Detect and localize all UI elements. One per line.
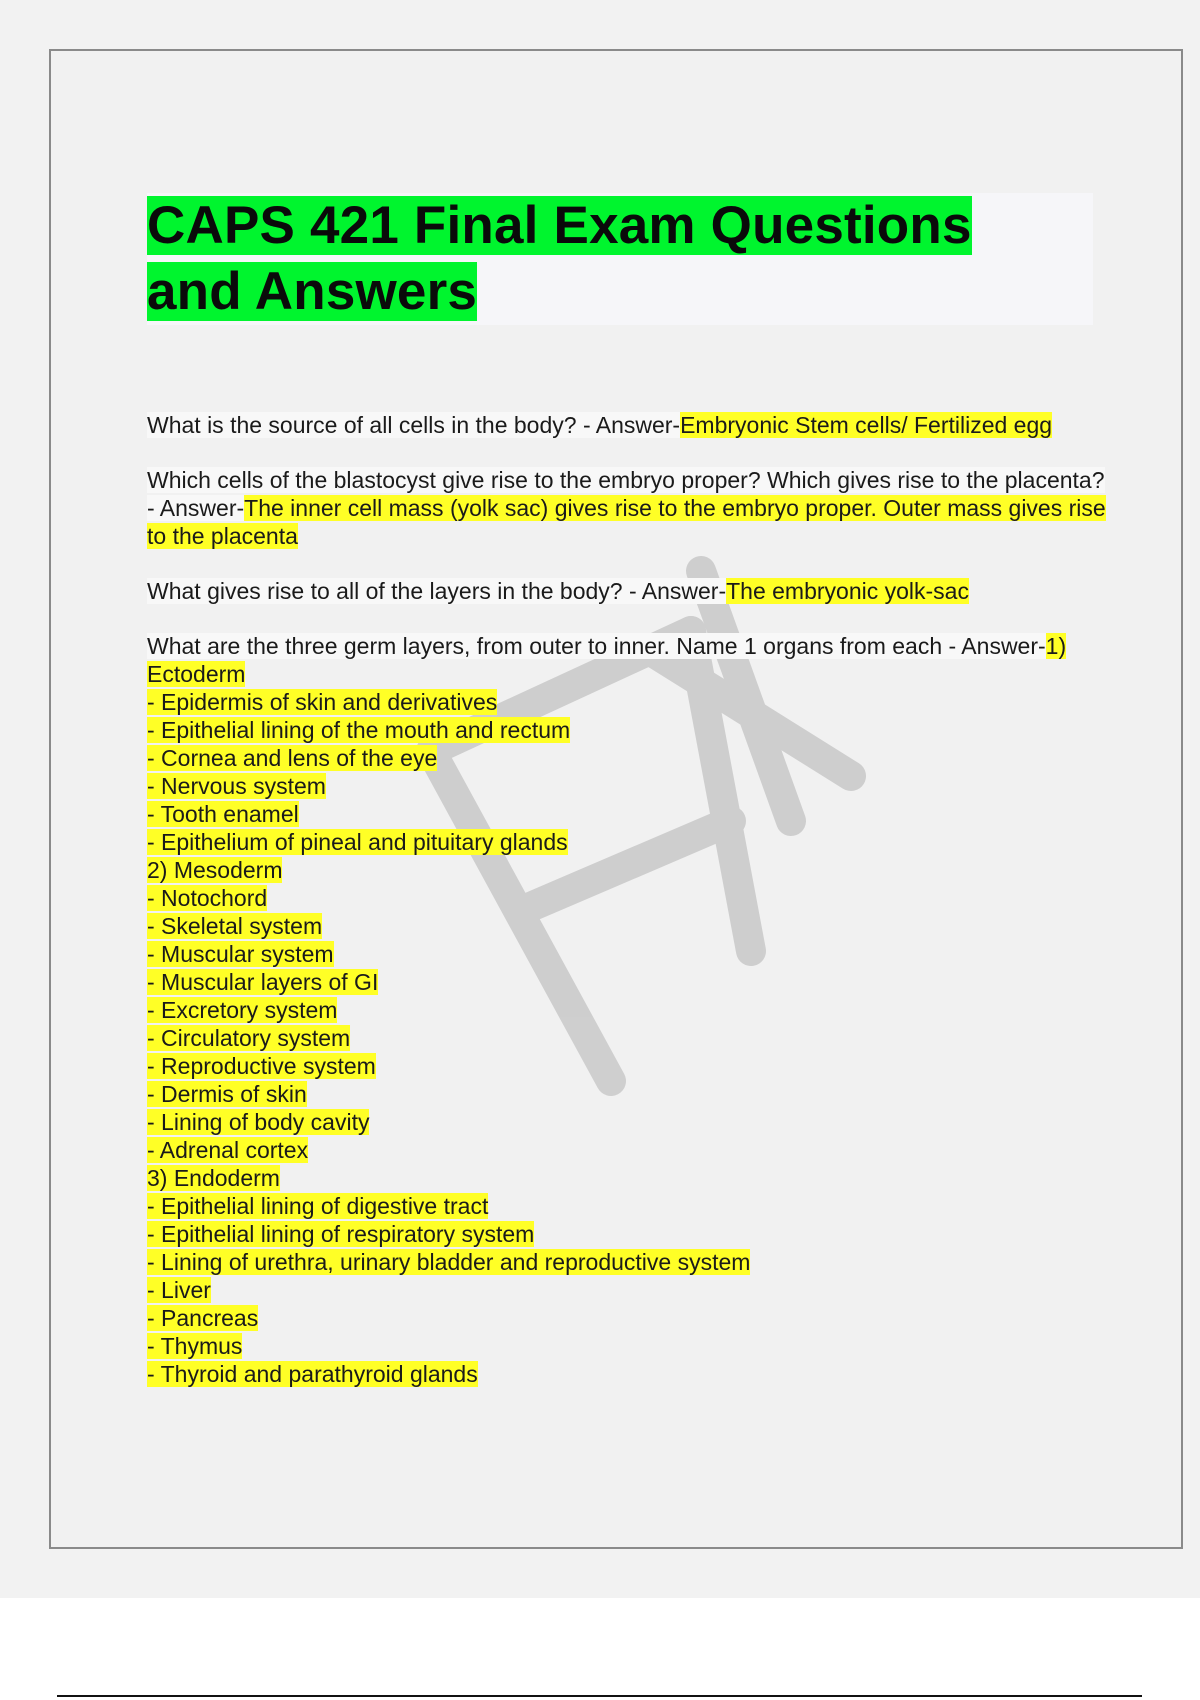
answer-line: - Muscular layers of GI — [147, 969, 379, 995]
answer-line: - Notochord — [147, 885, 268, 911]
qa-item-4 — [147, 632, 1107, 1388]
answer-line: - Excretory system — [147, 997, 338, 1023]
qa-content — [147, 411, 1107, 1415]
question-text: What is the source of all cells in the body? - Answer- — [147, 412, 681, 438]
answer-line: 3) Endoderm — [147, 1165, 280, 1191]
answer-line: - Epithelial lining of digestive tract — [147, 1193, 489, 1219]
page-footer-divider — [57, 1695, 1142, 1697]
answer-line: - Dermis of skin — [147, 1081, 307, 1107]
answer-line: - Cornea and lens of the eye — [147, 745, 438, 771]
title-line-1: CAPS 421 Final Exam Questions — [147, 196, 972, 255]
title-line-2: and Answers — [147, 262, 478, 321]
qa-item-1 — [147, 411, 1107, 439]
question-text: Which cells of the blastocyst give rise to the embryo proper? Which gives rise to the placenta? - Answer- — [147, 467, 1105, 521]
answer-line: - Adrenal cortex — [147, 1137, 309, 1163]
page-title — [147, 193, 1093, 325]
title-block — [147, 193, 1093, 325]
answer-line: - Epidermis of skin and derivatives — [147, 689, 498, 715]
answer-text: The inner cell mass (yolk sac) gives rise to the embryo proper. Outer mass gives rise to the placenta — [147, 495, 1106, 549]
qa-item-2 — [147, 466, 1107, 550]
answer-text: Embryonic Stem cells/ Fertilized egg — [680, 412, 1053, 438]
qa-item-3 — [147, 577, 1107, 605]
question-text: What are the three germ layers, from outer to inner. Name 1 organs from each - Answer- — [147, 633, 1046, 659]
answer-line: - Lining of urethra, urinary bladder and reproductive system — [147, 1249, 751, 1275]
answer-line: - Thymus — [147, 1333, 243, 1359]
answer-line: - Tooth enamel — [147, 801, 299, 827]
answer-line: - Reproductive system — [147, 1053, 376, 1079]
answer-line: 1) Ectoderm — [147, 633, 1067, 687]
document-page — [49, 49, 1183, 1549]
answer-line: - Thyroid and parathyroid glands — [147, 1361, 478, 1387]
answer-line: - Pancreas — [147, 1305, 259, 1331]
answer-line: - Epithelial lining of the mouth and rectum — [147, 717, 571, 743]
answer-line: - Skeletal system — [147, 913, 323, 939]
answer-text: The embryonic yolk-sac — [726, 578, 969, 604]
answer-line: - Circulatory system — [147, 1025, 351, 1051]
answer-line: - Lining of body cavity — [147, 1109, 370, 1135]
answer-line: - Muscular system — [147, 941, 334, 967]
answer-line: - Epithelial lining of respiratory system — [147, 1221, 535, 1247]
answer-line: 2) Mesoderm — [147, 857, 283, 883]
question-text: What gives rise to all of the layers in the body? - Answer- — [147, 578, 727, 604]
answer-line: - Epithelium of pineal and pituitary glands — [147, 829, 568, 855]
answer-line: - Liver — [147, 1277, 211, 1303]
answer-line: - Nervous system — [147, 773, 326, 799]
